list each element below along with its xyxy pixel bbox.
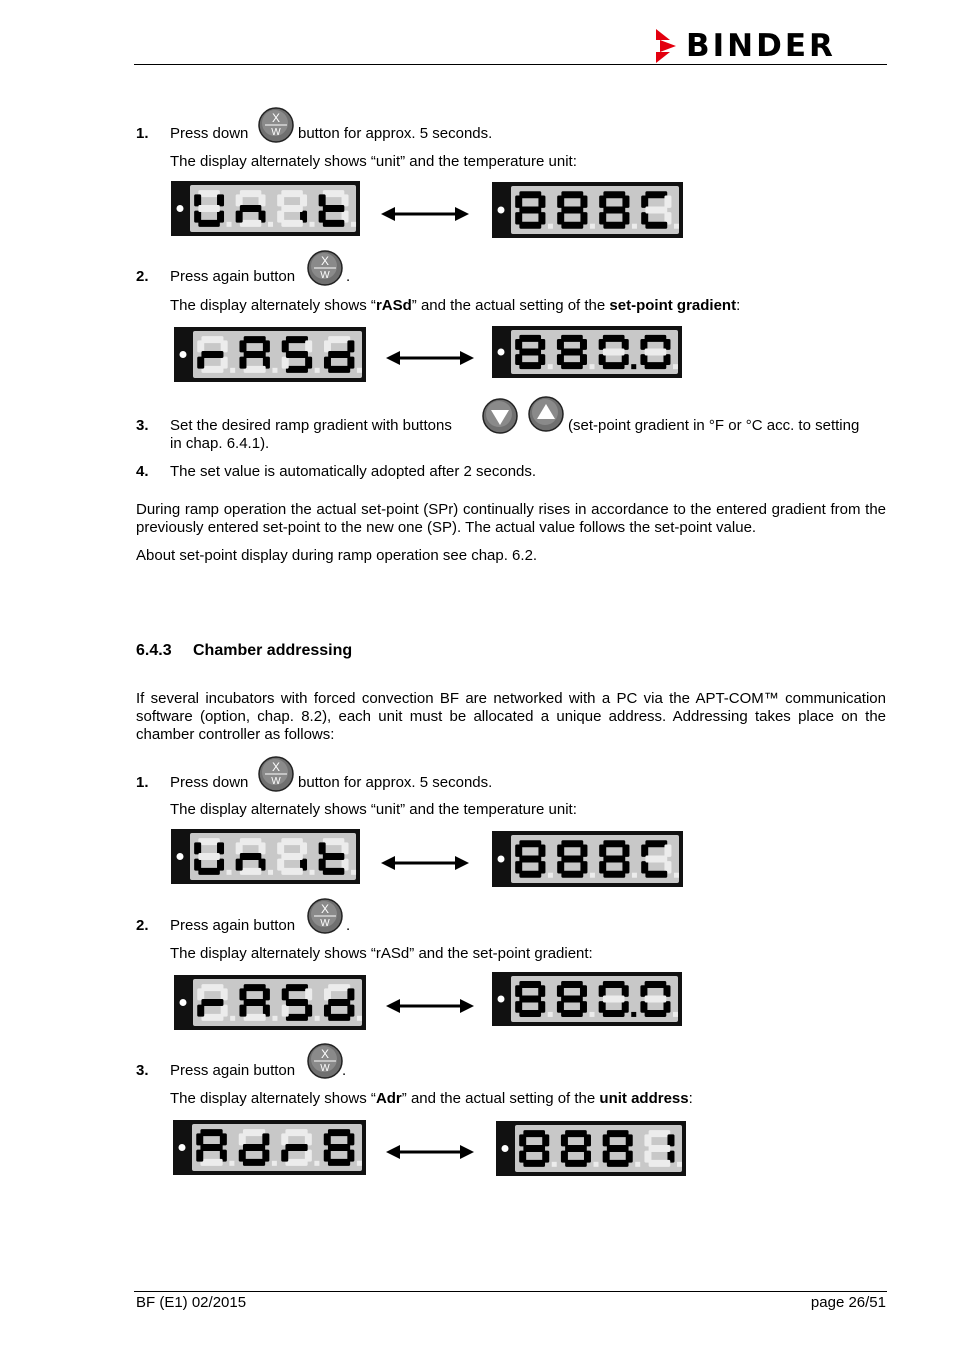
step-text: Press again button (170, 268, 296, 285)
xw-button-label-w: W (320, 1063, 330, 1074)
xw-button[interactable] (257, 755, 295, 797)
step-text: The set value is automatically adopted after 2 seconds. (170, 463, 537, 480)
step-subtext: The display alternately shows “rASd” and the actual setting of the set-point gradient: (170, 297, 741, 314)
alternates-arrow-icon (381, 853, 469, 877)
brand-name: BINDER (686, 28, 836, 64)
paragraph: About set-point display during ramp operation see chap. 6.2. (136, 547, 538, 564)
paragraph: If several incubators with forced convection BF are networked with a PC via the APT-COM™ communication software (option, chap. 8.2), each unit must be allocated a unique address. Addressing takes place on the chamber controller as follows: (136, 690, 886, 743)
xw-button-label-w: W (320, 270, 330, 281)
step-number: 3. (136, 417, 149, 434)
footer-document-id: BF (E1) 02/2015 (136, 1294, 247, 1311)
step-number: 4. (136, 463, 149, 480)
step-text: . (342, 1062, 347, 1079)
triangle-up-icon (527, 395, 565, 433)
section-number: 6.4.3 (136, 642, 172, 659)
xw-button-label-w: W (320, 918, 330, 929)
triangle-down-icon (481, 397, 519, 435)
alternates-arrow-icon (386, 348, 474, 372)
xw-button-label-x: X (271, 760, 281, 774)
step-text: Set the desired ramp gradient with buttons (170, 417, 452, 434)
step-number: 3. (136, 1062, 149, 1079)
footer-rule (134, 1291, 887, 1292)
step-text: Press again button (170, 917, 296, 934)
xw-button-label-w: W (271, 127, 281, 138)
xw-button-label-x: X (320, 902, 330, 916)
footer-page-number: page 26/51 (810, 1294, 886, 1311)
step-subtext: The display alternately shows “unit” and the temperature unit: (170, 801, 577, 818)
header-rule (134, 64, 887, 65)
xw-button-label-x: X (271, 111, 281, 125)
alternates-arrow-icon (386, 996, 474, 1020)
xw-button-label-w: W (271, 776, 281, 787)
lcd-display-unit (171, 181, 360, 240)
xw-button-icon (257, 106, 295, 144)
alternates-arrow-icon (381, 204, 469, 228)
xw-button-icon (257, 755, 295, 793)
lcd-display-gradient (492, 326, 682, 382)
lcd-display-temperature-unit (492, 182, 683, 242)
lcd-display-adr (173, 1120, 366, 1179)
binder-logo-mark-icon (656, 29, 680, 63)
alternates-arrow-icon (386, 1142, 474, 1166)
lcd-display-rasd (174, 327, 366, 386)
xw-button-icon (306, 1042, 347, 1080)
step-text: Press down (170, 125, 249, 142)
xw-button-label-x: X (320, 1047, 330, 1061)
step-text: Press again button (170, 1062, 296, 1079)
step-text: button for approx. 5 seconds. (298, 125, 493, 142)
step-text: . (346, 268, 351, 285)
step-number: 2. (136, 917, 149, 934)
paragraph: During ramp operation the actual set-point (SPr) continually rises in accordance to the entered gradient from the previously entered set-point to the new one (SP). The actual value follows the set-point value. (136, 501, 886, 536)
step-text: button for approx. 5 seconds. (298, 774, 493, 791)
lcd-display-unit (171, 829, 360, 888)
step-number: 1. (136, 774, 149, 791)
section-title: Chamber addressing (193, 642, 353, 659)
lcd-display-temperature-unit (492, 831, 683, 891)
lcd-display-address (496, 1121, 686, 1180)
xw-button-label-x: X (320, 254, 330, 268)
step-subtext: The display alternately shows “rASd” and the set-point gradient: (170, 945, 593, 962)
step-subtext: The display alternately shows “Adr” and the actual setting of the unit address: (170, 1090, 693, 1107)
step-number: 2. (136, 268, 149, 285)
step-text: Press down (170, 774, 249, 791)
step-number: 1. (136, 125, 149, 142)
step-subtext: The display alternately shows “unit” and the temperature unit: (170, 153, 577, 170)
step-text: (set-point gradient in °F or °C acc. to setting (568, 417, 860, 434)
step-text: in chap. 6.4.1). (170, 435, 270, 452)
xw-button-icon (306, 897, 344, 935)
down-arrow-button[interactable] (481, 397, 519, 439)
binder-logo (656, 28, 836, 64)
xw-button-icon (306, 249, 344, 287)
xw-button[interactable] (306, 897, 344, 939)
up-arrow-button[interactable] (527, 395, 565, 437)
xw-button[interactable] (306, 1042, 347, 1084)
xw-button[interactable] (306, 249, 344, 291)
lcd-display-rasd (174, 975, 366, 1034)
xw-button[interactable] (257, 106, 295, 148)
step-text: . (346, 917, 351, 934)
lcd-display-gradient (492, 972, 682, 1030)
